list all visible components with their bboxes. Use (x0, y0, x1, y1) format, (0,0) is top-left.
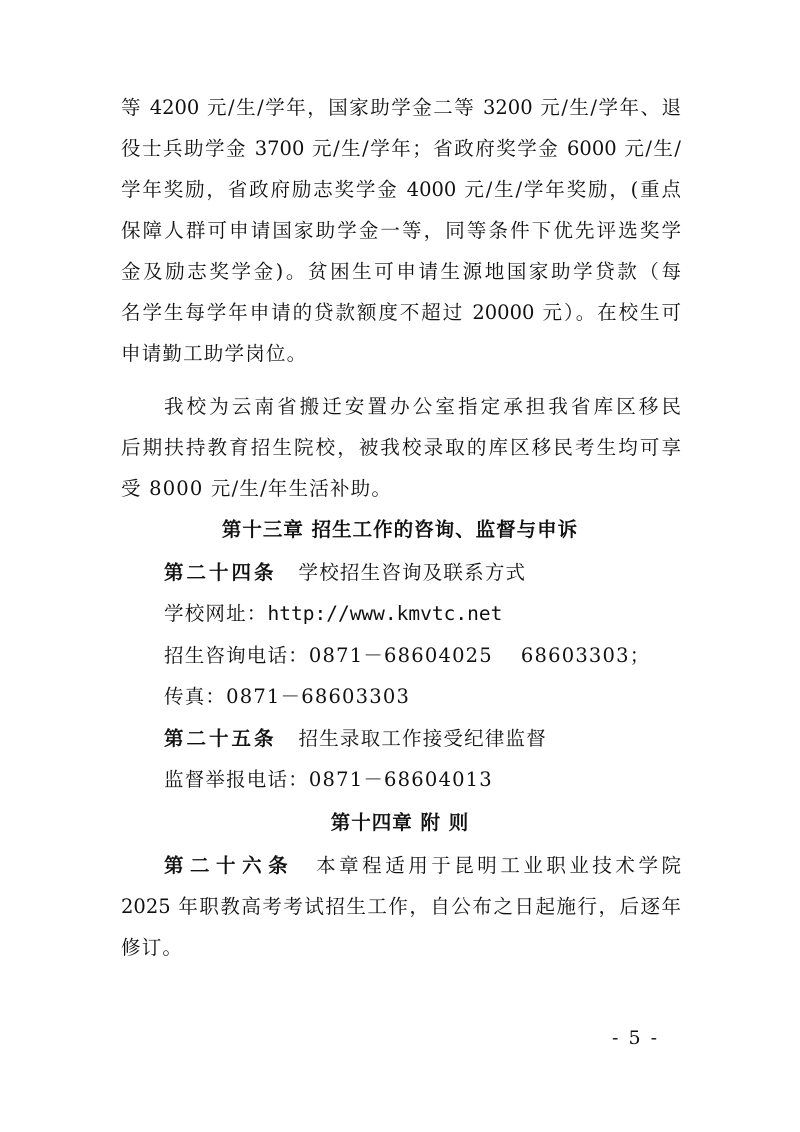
paragraph-line: 申请勤工助学岗位。 (121, 342, 308, 365)
article-25 (164, 726, 681, 752)
website-url: http://www.kmvtc.net (267, 602, 503, 625)
article-25-text: 招生录取工作接受纪律监督 (298, 727, 547, 750)
consult-phone-label: 招生咨询电话： (164, 644, 309, 667)
report-phone-label: 监督举报电话： (164, 768, 309, 791)
report-phone-number: 0871－68604013 (308, 768, 493, 791)
paragraph-line: 金及励志奖学金)。贫困生可申请生源地国家助学贷款（每 (121, 260, 681, 283)
article-26-label: 第二十六条 (164, 854, 295, 877)
article-24-label: 第二十四条 (164, 561, 277, 584)
article-26 (164, 853, 681, 879)
paragraph-line: 名学生每学年申请的贷款额度不超过 20000 元）。在校生可 (121, 301, 681, 324)
consult-phone-line (164, 643, 681, 669)
paragraph-line: 役士兵助学金 3700 元/生/学年；省政府奖学金 6000 元/生/ (121, 137, 681, 160)
paragraph-line: 后期扶持教育招生院校，被我校录取的库区移民考生均可享 (121, 436, 681, 459)
article-25-label: 第二十五条 (164, 727, 277, 750)
paragraph-line: 学年奖励，省政府励志奖学金 4000 元/生/学年奖励，(重点 (121, 178, 681, 201)
page-number: - 5 - (612, 1027, 660, 1049)
fax-number: 0871－68603303 (226, 685, 411, 708)
chapter-14-title: 第十四章 附 则 (330, 811, 470, 834)
fax-label: 传真： (164, 685, 227, 708)
fax-line (164, 684, 681, 710)
paragraph-line: 我校为云南省搬迁安置办公室指定承担我省库区移民 (164, 395, 681, 418)
website-line (164, 601, 681, 627)
paragraph-line: 2025 年职教高考考试招生工作，自公布之日起施行，后逐年 (121, 895, 681, 918)
article-24 (164, 560, 681, 586)
paragraph-line: 等 4200 元/生/学年，国家助学金二等 3200 元/生/学年、退 (121, 96, 681, 119)
consult-phone-1: 0871－68604025 (308, 644, 493, 667)
paragraph-line: 修订。 (121, 936, 184, 959)
chapter-13-title: 第十三章 招生工作的咨询、监督与申诉 (221, 518, 579, 541)
report-phone-line (164, 767, 681, 793)
website-label: 学校网址： (164, 602, 268, 625)
article-24-text: 学校招生咨询及联系方式 (298, 561, 527, 584)
consult-phone-2: 68603303； (520, 644, 651, 667)
paragraph-line: 保障人群可申请国家助学金一等，同等条件下优先评选奖学 (121, 219, 681, 242)
paragraph-line: 受 8000 元/生/年生活补助。 (121, 477, 393, 500)
article-26-line: 本章程适用于昆明工业职业技术学院 (316, 854, 681, 877)
